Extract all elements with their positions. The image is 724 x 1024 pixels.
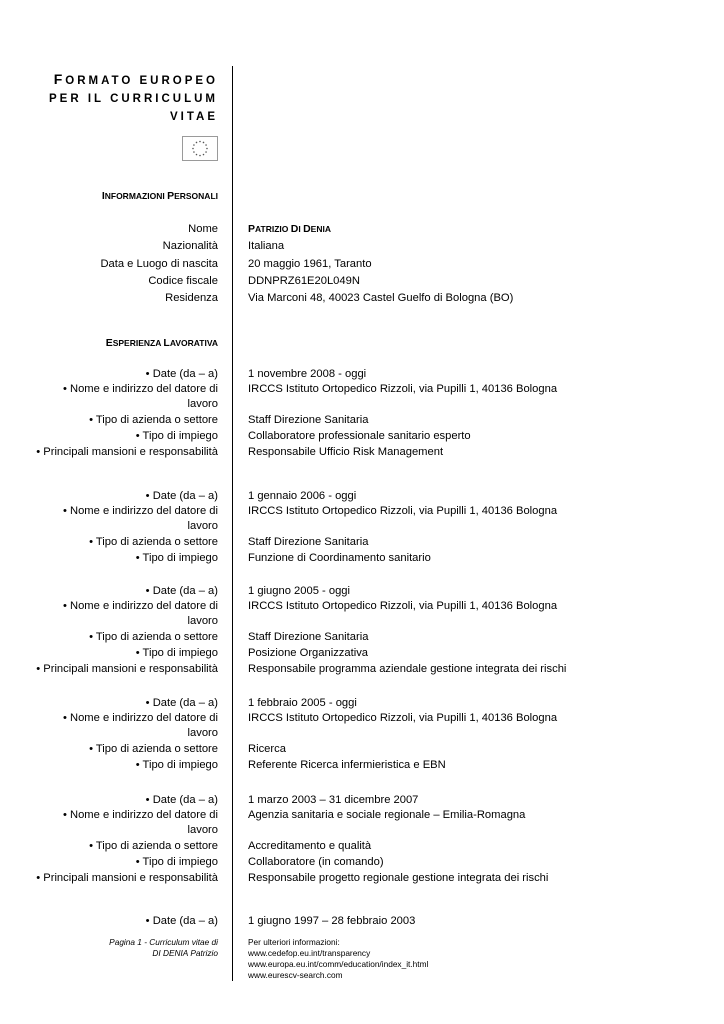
entry-employer: IRCCS Istituto Ortopedico Rizzoli, via Pupilli 1, 40136 Bologna [248, 712, 558, 724]
entry-date: 1 giugno 1997 – 28 febbraio 2003 [248, 915, 416, 927]
footer-page-info [109, 937, 218, 959]
label-position: • Tipo di impiego [135, 552, 218, 564]
label-duties: • Principali mansioni e responsabilità [36, 446, 218, 458]
label-employer-cont: lavoro [187, 615, 218, 627]
label-employer: • Nome e indirizzo del datore di [62, 712, 218, 724]
personal-label: Residenza [165, 292, 218, 304]
flag-star [205, 151, 207, 153]
entry-duties: Responsabile progetto regionale gestione integrata dei rischi [248, 872, 549, 884]
entry-position: Posizione Organizzativa [248, 647, 369, 659]
flag-star [203, 142, 205, 144]
entry-sector: Staff Direzione Sanitaria [248, 536, 369, 548]
entry-position: Collaboratore professionale sanitario esperto [248, 430, 471, 442]
label-sector: • Tipo di azienda o settore [89, 743, 218, 755]
label-employer-cont: lavoro [187, 727, 218, 739]
entry-employer: IRCCS Istituto Ortopedico Rizzoli, via Pupilli 1, 40136 Bologna [248, 505, 558, 517]
flag-star [193, 144, 195, 146]
label-date: • Date (da – a) [145, 697, 218, 709]
flag-star [205, 144, 207, 146]
entry-sector: Ricerca [248, 743, 286, 755]
flag-star [199, 155, 201, 157]
label-sector: • Tipo di azienda o settore [89, 536, 218, 548]
footer-link-eurescv[interactable]: www.eurescv-search.com [248, 970, 343, 980]
flag-star [193, 151, 195, 153]
personal-label: Data e Luogo di nascita [100, 258, 218, 270]
footer-owner: DI DENIA Patrizio [152, 948, 218, 958]
entry-date: 1 novembre 2008 - oggi [248, 368, 367, 380]
label-date: • Date (da – a) [145, 490, 218, 502]
entry-employer: Agenzia sanitaria e sociale regionale – Emilia-Romagna [248, 809, 526, 821]
column-divider [232, 66, 233, 981]
entry-date: 1 gennaio 2006 - oggi [248, 490, 357, 502]
label-sector: • Tipo di azienda o settore [89, 840, 218, 852]
label-position: • Tipo di impiego [135, 856, 218, 868]
label-employer: • Nome e indirizzo del datore di [62, 809, 218, 821]
label-employer: • Nome e indirizzo del datore di [62, 600, 218, 612]
personal-value: Via Marconi 48, 40023 Castel Guelfo di Bologna (BO) [248, 292, 514, 304]
label-date: • Date (da – a) [145, 915, 218, 927]
label-duties: • Principali mansioni e responsabilità [36, 663, 218, 675]
entry-date: 1 giugno 2005 - oggi [248, 585, 351, 597]
title-line-3: VITAE [169, 111, 218, 123]
personal-value: Italiana [248, 240, 285, 252]
section-title-experience: ESPERIENZA LAVORATIVA [105, 337, 218, 349]
eu-flag-icon [182, 136, 218, 161]
label-sector: • Tipo di azienda o settore [89, 414, 218, 426]
entry-position: Collaboratore (in comando) [248, 856, 384, 868]
label-duties: • Principali mansioni e responsabilità [36, 872, 218, 884]
flag-star [203, 154, 205, 156]
label-date: • Date (da – a) [145, 585, 218, 597]
entry-duties: Responsabile programma aziendale gestione integrata dei rischi [248, 663, 567, 675]
flag-star [206, 148, 208, 150]
personal-value: 20 maggio 1961, Taranto [248, 258, 372, 270]
entry-duties: Responsabile Ufficio Risk Management [248, 446, 444, 458]
label-employer: • Nome e indirizzo del datore di [62, 383, 218, 395]
section-title-personal: INFORMAZIONI PERSONALI [101, 190, 218, 202]
entry-employer: IRCCS Istituto Ortopedico Rizzoli, via Pupilli 1, 40136 Bologna [248, 383, 558, 395]
label-position: • Tipo di impiego [135, 430, 218, 442]
flag-star [196, 142, 198, 144]
label-employer: • Nome e indirizzo del datore di [62, 505, 218, 517]
entry-sector: Accreditamento e qualità [248, 840, 372, 852]
entry-sector: Staff Direzione Sanitaria [248, 631, 369, 643]
title-line-2: PER IL CURRICULUM [49, 93, 218, 105]
label-date: • Date (da – a) [145, 794, 218, 806]
entry-position: Funzione di Coordinamento sanitario [248, 552, 431, 564]
footer-info-label: Per ulteriori informazioni: [248, 937, 340, 947]
entry-employer: IRCCS Istituto Ortopedico Rizzoli, via Pupilli 1, 40136 Bologna [248, 600, 558, 612]
footer-link-cedefop[interactable]: www.cedefop.eu.int/transparency [248, 948, 371, 958]
entry-date: 1 marzo 2003 – 31 dicembre 2007 [248, 794, 419, 806]
document-title [49, 70, 218, 126]
personal-label: Nome [188, 223, 218, 235]
flag-star [199, 141, 201, 143]
person-name: PATRIZIO DI DENIA [248, 223, 331, 235]
entry-position: Referente Ricerca infermieristica e EBN [248, 759, 446, 771]
label-employer-cont: lavoro [187, 398, 218, 410]
label-sector: • Tipo di azienda o settore [89, 631, 218, 643]
footer-links [248, 937, 428, 981]
entry-sector: Staff Direzione Sanitaria [248, 414, 369, 426]
personal-label: Codice fiscale [148, 275, 218, 287]
title-line-1: FORMATO EUROPEO [53, 71, 218, 87]
personal-label: Nazionalità [162, 240, 218, 252]
label-employer-cont: lavoro [187, 520, 218, 532]
label-position: • Tipo di impiego [135, 647, 218, 659]
flag-star [192, 148, 194, 150]
label-position: • Tipo di impiego [135, 759, 218, 771]
personal-value: DDNPRZ61E20L049N [248, 275, 360, 287]
label-date: • Date (da – a) [145, 368, 218, 380]
flag-star [196, 154, 198, 156]
label-employer-cont: lavoro [187, 824, 218, 836]
footer-page-label: Pagina 1 - Curriculum vitae di [109, 937, 218, 947]
footer-link-europa[interactable]: www.europa.eu.int/comm/education/index_it.html [248, 959, 429, 969]
entry-date: 1 febbraio 2005 - oggi [248, 697, 357, 709]
